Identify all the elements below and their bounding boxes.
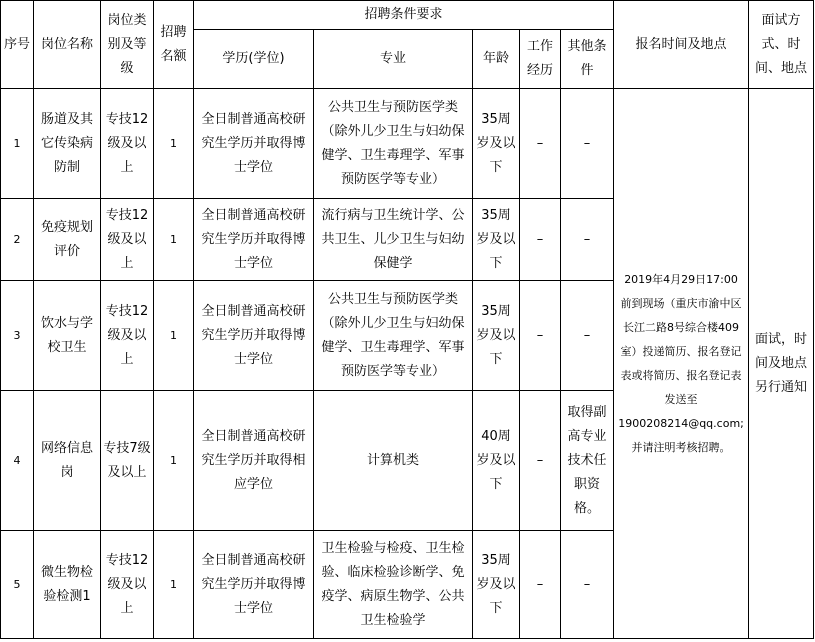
row-position: 网络信息岗	[34, 391, 101, 531]
row-other: –	[561, 199, 614, 281]
row-count: 1	[154, 531, 194, 639]
row-position: 免疫规划评价	[34, 199, 101, 281]
row-experience: –	[520, 89, 561, 199]
row-count: 1	[154, 89, 194, 199]
registration-location: 前到现场（重庆市渝中区长江二路8号综合楼409室）投递简历、报名登记表或将简历、报名登记表发送至	[620, 296, 742, 406]
header-conditions: 招聘条件要求	[194, 1, 614, 30]
row-category: 专技7级及以上	[101, 391, 154, 531]
row-seq: 1	[1, 89, 34, 199]
row-seq: 2	[1, 199, 34, 281]
registration-note: 并请注明考核招聘。	[631, 440, 731, 454]
row-major: 卫生检验与检疫、卫生检验、临床检验诊断学、免疫学、病原生物学、公共卫生检验学	[314, 531, 473, 639]
row-major: 公共卫生与预防医学类（除外儿少卫生与妇幼保健学、卫生毒理学、军事预防医学等专业）	[314, 281, 473, 391]
header-interview: 面试方式、时间、地点	[749, 1, 814, 89]
row-age: 35周岁及以下	[473, 281, 520, 391]
header-seq: 序号	[1, 1, 34, 89]
header-age: 年龄	[473, 30, 520, 89]
row-other: –	[561, 531, 614, 639]
row-experience: –	[520, 281, 561, 391]
row-seq: 3	[1, 281, 34, 391]
row-experience: –	[520, 531, 561, 639]
row-age: 35周岁及以下	[473, 531, 520, 639]
row-other: 取得副高专业技术任职资格。	[561, 391, 614, 531]
row-age: 35周岁及以下	[473, 89, 520, 199]
row-experience: –	[520, 391, 561, 531]
row-category: 专技12级及以上	[101, 281, 154, 391]
row-major: 计算机类	[314, 391, 473, 531]
row-position: 肠道及其它传染病防制	[34, 89, 101, 199]
header-category: 岗位类别及等级	[101, 1, 154, 89]
row-count: 1	[154, 199, 194, 281]
row-major: 流行病与卫生统计学、公共卫生、儿少卫生与妇幼保健学	[314, 199, 473, 281]
row-major: 公共卫生与预防医学类（除外儿少卫生与妇幼保健学、卫生毒理学、军事预防医学等专业）	[314, 89, 473, 199]
row-count: 1	[154, 281, 194, 391]
header-experience: 工作经历	[520, 30, 561, 89]
row-education: 全日制普通高校研究生学历并取得博士学位	[194, 199, 314, 281]
row-other: –	[561, 281, 614, 391]
header-education: 学历(学位)	[194, 30, 314, 89]
row-category: 专技12级及以上	[101, 199, 154, 281]
header-registration: 报名时间及地点	[614, 1, 749, 89]
table-row	[1, 89, 814, 199]
row-other: –	[561, 89, 614, 199]
row-experience: –	[520, 199, 561, 281]
row-position: 饮水与学校卫生	[34, 281, 101, 391]
row-education: 全日制普通高校研究生学历并取得博士学位	[194, 531, 314, 639]
registration-deadline: 2019年4月29日17:00	[624, 272, 738, 286]
row-seq: 5	[1, 531, 34, 639]
row-category: 专技12级及以上	[101, 531, 154, 639]
row-education: 全日制普通高校研究生学历并取得博士学位	[194, 281, 314, 391]
registration-email: 1900208214@qq.com;	[618, 416, 744, 430]
row-age: 35周岁及以下	[473, 199, 520, 281]
row-age: 40周岁及以下	[473, 391, 520, 531]
row-seq: 4	[1, 391, 34, 531]
row-education: 全日制普通高校研究生学历并取得相应学位	[194, 391, 314, 531]
row-category: 专技12级及以上	[101, 89, 154, 199]
header-other: 其他条件	[561, 30, 614, 89]
row-position: 微生物检验检测1	[34, 531, 101, 639]
header-major: 专业	[314, 30, 473, 89]
row-education: 全日制普通高校研究生学历并取得博士学位	[194, 89, 314, 199]
interview-cell: 面试，时间及地点另行通知	[749, 89, 814, 639]
row-count: 1	[154, 391, 194, 531]
header-count: 招聘名额	[154, 1, 194, 89]
registration-cell	[614, 89, 749, 639]
header-position: 岗位名称	[34, 1, 101, 89]
